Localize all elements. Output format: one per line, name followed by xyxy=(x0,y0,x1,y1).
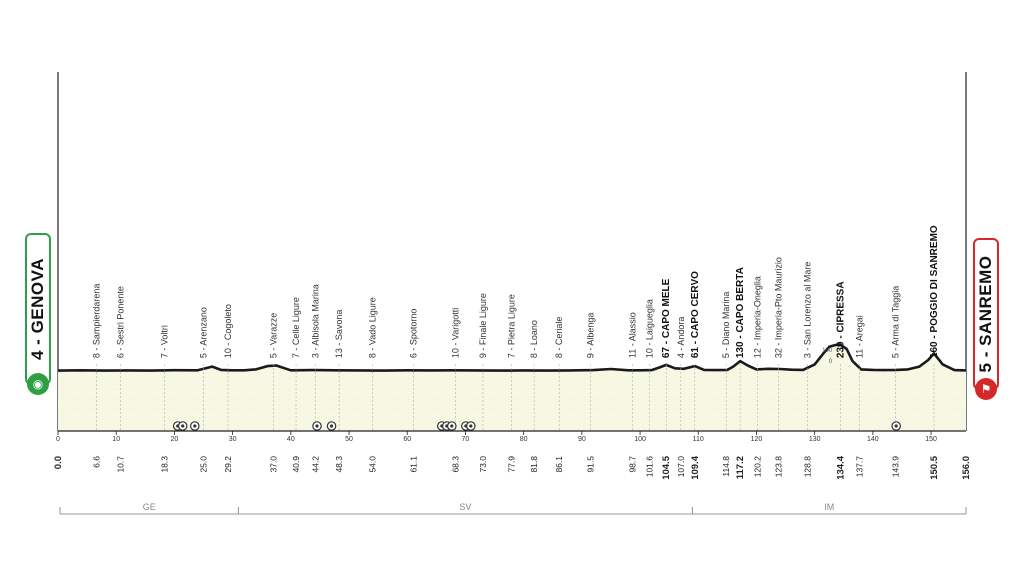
km-label: 40.9 xyxy=(291,456,302,473)
start-badge-label: 4 - GENOVA xyxy=(28,258,47,360)
km-label: 104.5 xyxy=(661,456,673,480)
place-label: 5 - Arenzano xyxy=(198,307,209,359)
place-label: 8 - Ceriale xyxy=(554,316,565,359)
km-label: 91.5 xyxy=(585,456,596,473)
km-label: 117.2 xyxy=(735,456,747,480)
place-label: 8 - Vado Ligure xyxy=(367,297,378,359)
region-label: IM xyxy=(824,502,835,512)
place-label: 239 - CIPRESSA xyxy=(835,281,847,359)
km-label: 156.0 xyxy=(961,456,972,480)
region-label: SV xyxy=(459,502,472,512)
route-marker-dot xyxy=(450,424,453,427)
place-label: 6 - Sestri Ponente xyxy=(115,286,126,359)
start-badge xyxy=(25,233,51,391)
place-label: 11 - Alassio xyxy=(627,312,638,359)
finish-flag-icon: ⚑ xyxy=(975,378,997,400)
km-label: 25.0 xyxy=(198,456,209,473)
route-marker-dot xyxy=(895,424,898,427)
distance-axis-label: 0 xyxy=(56,436,60,443)
km-label: 114.8 xyxy=(721,456,732,477)
place-label: 9 - Albenga xyxy=(585,312,596,359)
km-label: 44.2 xyxy=(310,456,321,473)
distance-axis-label: 120 xyxy=(750,436,763,443)
altitude-scale-tick: 100 xyxy=(822,348,833,354)
place-label: 3 - San Lorenzo al Mare xyxy=(802,261,813,359)
km-label: 77.9 xyxy=(506,456,517,473)
km-label: 81.8 xyxy=(529,456,540,473)
distance-axis-label: 20 xyxy=(170,436,179,443)
place-label: 6 - Spotorno xyxy=(408,308,419,359)
km-label: 98.7 xyxy=(627,456,638,473)
km-label: 128.8 xyxy=(802,456,813,478)
route-marker-dot xyxy=(315,424,318,427)
route-marker-dot xyxy=(181,424,184,427)
km-label: 143.9 xyxy=(890,456,901,478)
finish-badge xyxy=(973,238,999,396)
distance-axis-label: 80 xyxy=(519,436,528,443)
place-label: 4 - Andora xyxy=(675,316,686,359)
place-label: 10 - Cogoleto xyxy=(222,304,233,359)
place-label: 5 - Diano Marina xyxy=(721,291,732,359)
km-label: 109.4 xyxy=(689,456,701,480)
km-label: 137.7 xyxy=(854,456,865,478)
place-label: 130 - CAPO BERTA xyxy=(735,267,747,359)
km-label: 86.1 xyxy=(554,456,565,473)
km-label: 123.8 xyxy=(773,456,784,478)
distance-axis-label: 140 xyxy=(867,436,879,443)
place-label: 13 - Savona xyxy=(334,309,345,359)
km-label: 29.2 xyxy=(222,456,233,473)
km-label: 6.6 xyxy=(91,456,102,468)
place-label: 67 - CAPO MELE xyxy=(661,278,673,359)
distance-axis-label: 90 xyxy=(577,436,586,443)
distance-axis-label: 10 xyxy=(112,436,121,443)
place-label: 11 - Aregai xyxy=(854,315,865,359)
place-label: 5 - Arma di Taggia xyxy=(890,285,901,359)
place-label: 8 - Loano xyxy=(529,320,540,359)
place-label: 10 - Laigueglia xyxy=(644,299,655,359)
place-label: 3 - Albisola Marina xyxy=(310,284,321,359)
km-label: 73.0 xyxy=(477,456,488,473)
place-label: 8 - Sampierdarena xyxy=(91,283,102,359)
distance-axis-label: 60 xyxy=(403,436,412,443)
distance-axis-label: 50 xyxy=(345,436,353,443)
km-label: 37.0 xyxy=(268,456,279,473)
km-label: 68.3 xyxy=(450,456,461,473)
distance-axis-label: 150 xyxy=(925,436,937,443)
km-label: 18.3 xyxy=(159,456,170,473)
distance-axis-label: 30 xyxy=(228,436,237,443)
km-label: 107.0 xyxy=(675,456,686,478)
km-label: 0.0 xyxy=(53,456,64,470)
place-label: 12 - Imperia-Oneglia xyxy=(752,276,763,359)
region-label: GE xyxy=(142,502,156,512)
distance-axis-label: 70 xyxy=(461,436,470,443)
place-label: 7 - Pietra Ligure xyxy=(506,294,517,359)
km-label: 61.1 xyxy=(408,456,419,473)
place-label: 32 - Imperia-Pto Maurizio xyxy=(773,257,784,359)
km-label: 48.3 xyxy=(334,456,345,473)
km-label: 101.6 xyxy=(644,456,655,478)
km-label: 10.7 xyxy=(115,456,126,473)
finish-badge-label: 5 - SANREMO xyxy=(976,255,995,373)
route-marker-dot xyxy=(469,424,472,427)
km-label: 150.5 xyxy=(928,456,940,480)
distance-axis-label: 40 xyxy=(286,436,295,443)
bike-start-icon: ◉ xyxy=(27,373,49,395)
route-marker-dot xyxy=(193,424,196,427)
altitude-scale-tick: 0 xyxy=(828,359,833,365)
km-label: 134.4 xyxy=(835,456,847,480)
km-label: 54.0 xyxy=(367,456,378,473)
route-marker-dot xyxy=(330,424,333,427)
place-label: 5 - Varazze xyxy=(268,312,279,359)
distance-axis-label: 130 xyxy=(808,436,821,443)
place-label: 10 - Varigotti xyxy=(450,307,461,359)
place-label: 9 - Finale Ligure xyxy=(477,293,488,359)
place-label: 61 - CAPO CERVO xyxy=(689,271,701,359)
place-label: 160 - POGGIO DI SANREMO xyxy=(928,225,940,359)
distance-axis-label: 110 xyxy=(692,436,704,443)
place-label: 7 - Voltri xyxy=(159,325,170,359)
distance-axis-label: 100 xyxy=(634,436,646,443)
place-label: 7 - Celle Ligure xyxy=(291,297,302,359)
km-label: 120.2 xyxy=(752,456,763,478)
